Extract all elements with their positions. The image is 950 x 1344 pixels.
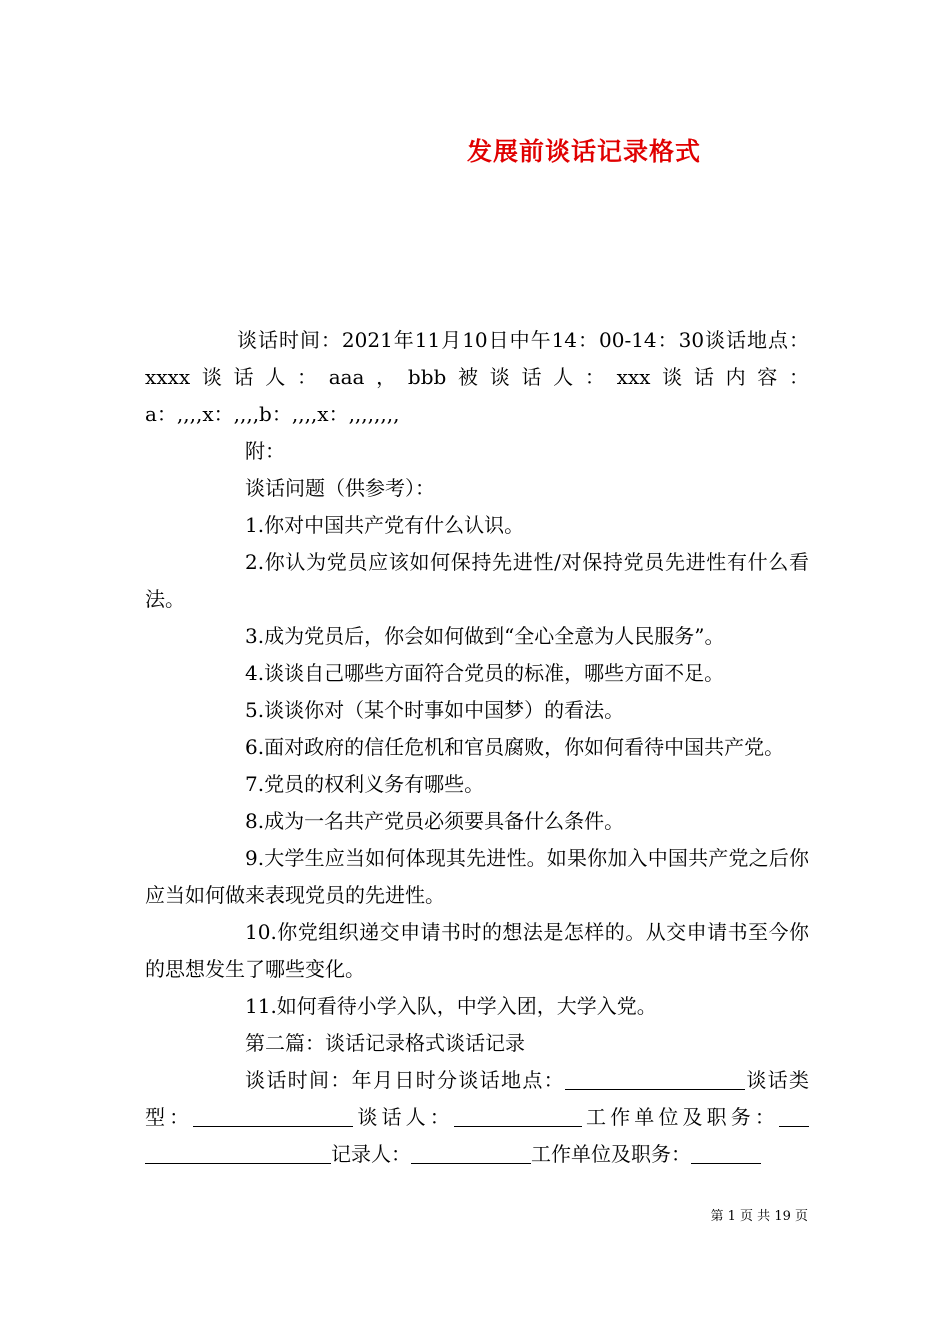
form-talker-label: 谈话人： xyxy=(353,1105,454,1129)
unit-blank-a xyxy=(779,1104,809,1127)
question-item: 10.你党组织递交申请书时的想法是怎样的。从交申请书至今你的思想发生了哪些变化。 xyxy=(145,920,809,981)
form-time-label: 谈话时间：年月日时分谈话地点： xyxy=(245,1068,565,1092)
appendix-label: 附： xyxy=(245,439,285,463)
questions-heading: 谈话问题（供参考）： xyxy=(245,476,435,500)
form-unit-label: 工作单位及职务： xyxy=(581,1105,779,1129)
talker-blank xyxy=(454,1104,582,1127)
question-item: 7.党员的权利义务有哪些。 xyxy=(245,772,485,796)
location-blank xyxy=(565,1067,745,1090)
form-unit-label-2: 工作单位及职务： xyxy=(531,1142,691,1166)
question-item: 1.你对中国共产党有什么认识。 xyxy=(245,513,525,537)
intro-paragraph: 谈话时间：2021年11月10日中午14：00-14：30谈话地点：xxxx谈话人：aaa，bbb被谈话人：xxx谈话内容：a：,,,,x：,,,,b：,,,,x：,,,,,,,, xyxy=(145,328,809,426)
form-type-label: 谈话类型： xyxy=(145,1068,810,1129)
document-title: 发展前谈话记录格式 xyxy=(466,137,701,166)
type-blank xyxy=(193,1104,353,1127)
question-item: 4.谈谈自己哪些方面符合党员的标准，哪些方面不足。 xyxy=(245,661,725,685)
question-item: 11.如何看待小学入队，中学入团，大学入党。 xyxy=(245,994,657,1018)
document-body xyxy=(145,322,809,1173)
unit-blank-2 xyxy=(691,1141,761,1164)
question-item: 9.大学生应当如何体现其先进性。如果你加入中国共产党之后你应当如何做来表现党员的先进性。 xyxy=(145,846,809,907)
question-item: 8.成为一名共产党员必须要具备什么条件。 xyxy=(245,809,625,833)
question-item: 5.谈谈你对（某个时事如中国梦）的看法。 xyxy=(245,698,625,722)
form-recorder-label: 记录人： xyxy=(331,1142,411,1166)
unit-blank-b xyxy=(145,1141,331,1164)
recorder-blank xyxy=(411,1141,531,1164)
question-item: 2.你认为党员应该如何保持先进性/对保持党员先进性有什么看法。 xyxy=(145,550,809,611)
form-paragraph xyxy=(145,1062,809,1173)
question-item: 6.面对政府的信任危机和官员腐败，你如何看待中国共产党。 xyxy=(245,735,785,759)
page-footer: 第 1 页 共 19 页 xyxy=(710,1209,808,1224)
question-item: 3.成为党员后，你会如何做到“全心全意为人民服务”。 xyxy=(245,624,725,648)
second-heading: 第二篇：谈话记录格式谈话记录 xyxy=(245,1031,525,1055)
